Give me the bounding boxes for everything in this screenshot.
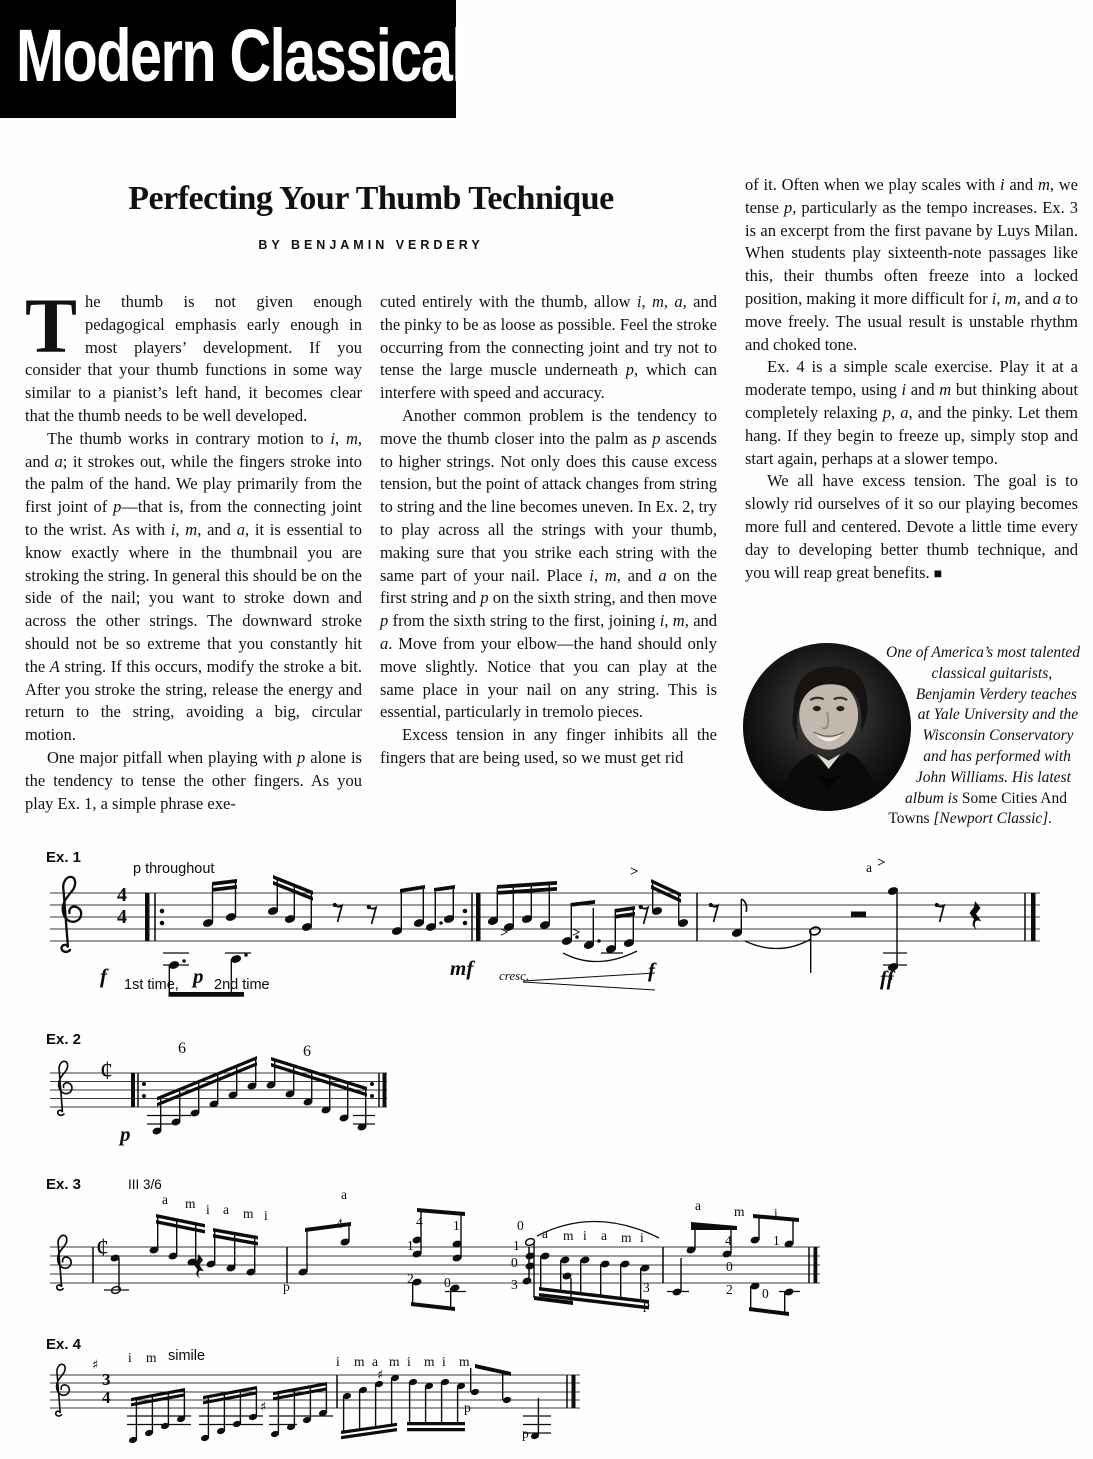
left-hand-4: 4	[336, 1216, 343, 1231]
dropcap: T	[25, 282, 78, 369]
dynamic-f: f	[648, 958, 655, 982]
fingering-p: p	[283, 1279, 290, 1294]
bio-text: One of America’s most talented classical guitarists, Benjamin Verdery teaches at Yale University and the Wisconsin Conservatory and has performed with John Williams. His latest album is Some Cities And Towns [Newport Classic].	[886, 644, 1081, 828]
column-title: Modern Classical	[16, 14, 466, 98]
dynamic-p: p	[120, 1122, 131, 1146]
fingering-a: a	[601, 1228, 607, 1243]
paragraph: Another common problem is the tendency to move the thumb closer into the palm as p ascends to higher strings. Not only does this cause excess tension, but the point of attack changes from string to string and the line becomes uneven. In Ex. 2, try to play across all the strings with your thumb, making sure that you strike each string with the same part of your nail. Place i, m, and a on the first string and p on the sixth string, and then move p from the sixth string to the first, joining i, m, and a. Move from your elbow—the hand should only move slightly. Notice that you can play at the same place in your nail on any string. This is essential, particularly in tremolo pieces.	[380, 405, 718, 722]
time-signature-bottom: 4	[117, 906, 127, 928]
open-string-0: 0	[444, 1275, 451, 1290]
fingering-m: m	[734, 1204, 745, 1219]
fingering-i: i	[336, 1354, 340, 1369]
repeat-direction: 1st time,	[124, 977, 179, 993]
paragraph: One major pitfall when playing with p alone is the tendency to tense the other fingers. As you play Ex. 1, a simple phrase exe-	[25, 747, 362, 813]
accent: >	[630, 864, 639, 880]
cut-time-signature: ¢	[100, 1056, 113, 1085]
fingering-i: i	[264, 1208, 268, 1223]
paragraph: The thumb works in contrary motion to i, m, and a; it strokes out, while the fingers stroke into the palm of the hand. We play primarily from the first joint of p—that is, from the connecting joint to the wrist. As with i, m, and a, it is essential to know exactly where in the thumbnail you are stroking the string. In general this should be on the side of the nail; you want to stroke down and across the other strings. The downward stroke should not be so extreme that you constantly hit the A string. If this occurs, modify the stroke a bit. After you stroke the string, release the energy and return to the string, avoiding a big, circular motion.	[25, 428, 363, 745]
fingering-a: a	[372, 1354, 378, 1369]
key-signature-sharp: ♯	[92, 1358, 99, 1373]
paragraph-text: he thumb is not given enough pedagogical emphasis early enough in most players’ development. If you consider that your thumb functions in some way similar to a pianist’s left hand, it becomes clear that the thumb needs to be well developed.	[25, 292, 362, 425]
open-string-0: 0	[511, 1255, 518, 1270]
left-hand-4: 4	[416, 1214, 423, 1229]
repeat-direction: 2nd time	[214, 977, 270, 993]
fingering-a: a	[866, 860, 872, 875]
example-1-label: Ex. 1	[46, 849, 82, 866]
fingering-m: m	[354, 1354, 365, 1369]
time-signature-top: 3	[102, 1370, 111, 1389]
left-hand-1: 1	[513, 1238, 520, 1253]
dynamic-mf: mf	[450, 956, 474, 980]
fingering-p: p	[643, 1297, 650, 1312]
dynamic-p: p	[193, 964, 204, 988]
tempo-direction: p throughout	[133, 861, 215, 877]
fingering-a: a	[223, 1202, 229, 1217]
position-marking: III 3/6	[128, 1177, 162, 1192]
fingering-m: m	[621, 1230, 632, 1245]
fingering-i: i	[128, 1350, 132, 1365]
paragraph: Ex. 4 is a simple scale exercise. Play it at a moderate tempo, using i and m but thinking about completely relaxing p, a, and the pinky. Let them hang. If they begin to freeze up, simply stop and start again, perhaps at a slower tempo.	[745, 357, 1078, 468]
open-string-0: 0	[517, 1218, 524, 1233]
fingering-p: p	[522, 1426, 529, 1441]
time-signature-bottom: 4	[102, 1388, 111, 1407]
accidental-sharp: ♯	[260, 1400, 267, 1415]
fingering-i: i	[407, 1354, 411, 1369]
fingering-i: i	[774, 1206, 778, 1221]
left-hand-1: 1	[453, 1218, 460, 1233]
left-hand-3: 3	[643, 1280, 650, 1295]
dynamic-ff: ff	[880, 966, 894, 990]
paragraph: of it. Often when we play scales with i and m, we tense p, particularly as the tempo increases. Ex. 3 is an excerpt from the first pavane by Luys Milan. When students play sixteenth-note passages like this, their thumbs often freeze into a locked position, making it more difficult for i, m, and a to move freely. The usual result is unstable rhythm and choked tone.	[745, 175, 1079, 354]
tuplet-number: 6	[303, 1043, 311, 1060]
example-2-label: Ex. 2	[46, 1031, 82, 1048]
ex2-notation	[45, 1035, 405, 1163]
fingering-m: m	[563, 1228, 574, 1243]
left-hand-1: 1	[407, 1238, 414, 1253]
time-signature-top: 4	[117, 884, 127, 906]
fingering-a: a	[341, 1187, 347, 1202]
paragraph: We all have excess tension. The goal is to slowly rid ourselves of it so our playing becomes more full and centered. Devote a little time every day to developing better thumb technique, and you will reap great benefits. ■	[745, 471, 1078, 582]
left-hand-3: 3	[511, 1277, 518, 1292]
fingering-a: a	[695, 1198, 701, 1213]
dynamic-f: f	[100, 964, 107, 988]
crescendo-text: cresc.	[499, 968, 530, 983]
paragraph: cuted entirely with the thumb, allow i, m, a, and the pinky to be as loose as possible. Feel the stroke occurring from the connecting joint and try not to tense the large muscle underneath p, which can interfere with speed and accuracy.	[380, 292, 718, 403]
fingering-m: m	[146, 1350, 157, 1365]
fingering-m: m	[389, 1354, 400, 1369]
left-hand-4: 4	[725, 1233, 732, 1248]
tuplet-number: 6	[178, 1040, 186, 1057]
open-string-0: 0	[726, 1259, 733, 1274]
fingering-m: m	[459, 1354, 470, 1369]
example-4-label: Ex. 4	[46, 1336, 82, 1353]
fingering-a: a	[542, 1226, 548, 1241]
fingering-m: m	[185, 1196, 196, 1211]
accent: >	[500, 925, 509, 941]
byline: BY BENJAMIN VERDERY	[258, 238, 484, 252]
article-title: Perfecting Your Thumb Technique	[128, 180, 614, 217]
left-hand-1: 1	[773, 1233, 780, 1248]
fingering-i: i	[583, 1228, 587, 1243]
fingering-i: i	[442, 1354, 446, 1369]
accent: >	[572, 925, 581, 941]
simile-direction: simile	[168, 1348, 206, 1364]
cut-time-signature: ¢	[96, 1233, 109, 1262]
fingering-i: i	[206, 1202, 210, 1217]
fingering-m: m	[243, 1206, 254, 1221]
fingering-a: a	[162, 1192, 168, 1207]
example-3-label: Ex. 3	[46, 1176, 82, 1193]
fingering-i: i	[640, 1230, 644, 1245]
open-string-0: 0	[762, 1286, 769, 1301]
fingering-p: p	[464, 1400, 471, 1415]
accidental-sharp: ♯	[377, 1368, 384, 1383]
paragraph: Excess tension in any finger inhibits all the fingers that are being used, so we must get rid	[380, 725, 717, 767]
left-hand-2: 2	[407, 1271, 414, 1286]
accent: >	[877, 855, 886, 871]
fingering-m: m	[424, 1354, 435, 1369]
left-hand-2: 2	[726, 1282, 733, 1297]
